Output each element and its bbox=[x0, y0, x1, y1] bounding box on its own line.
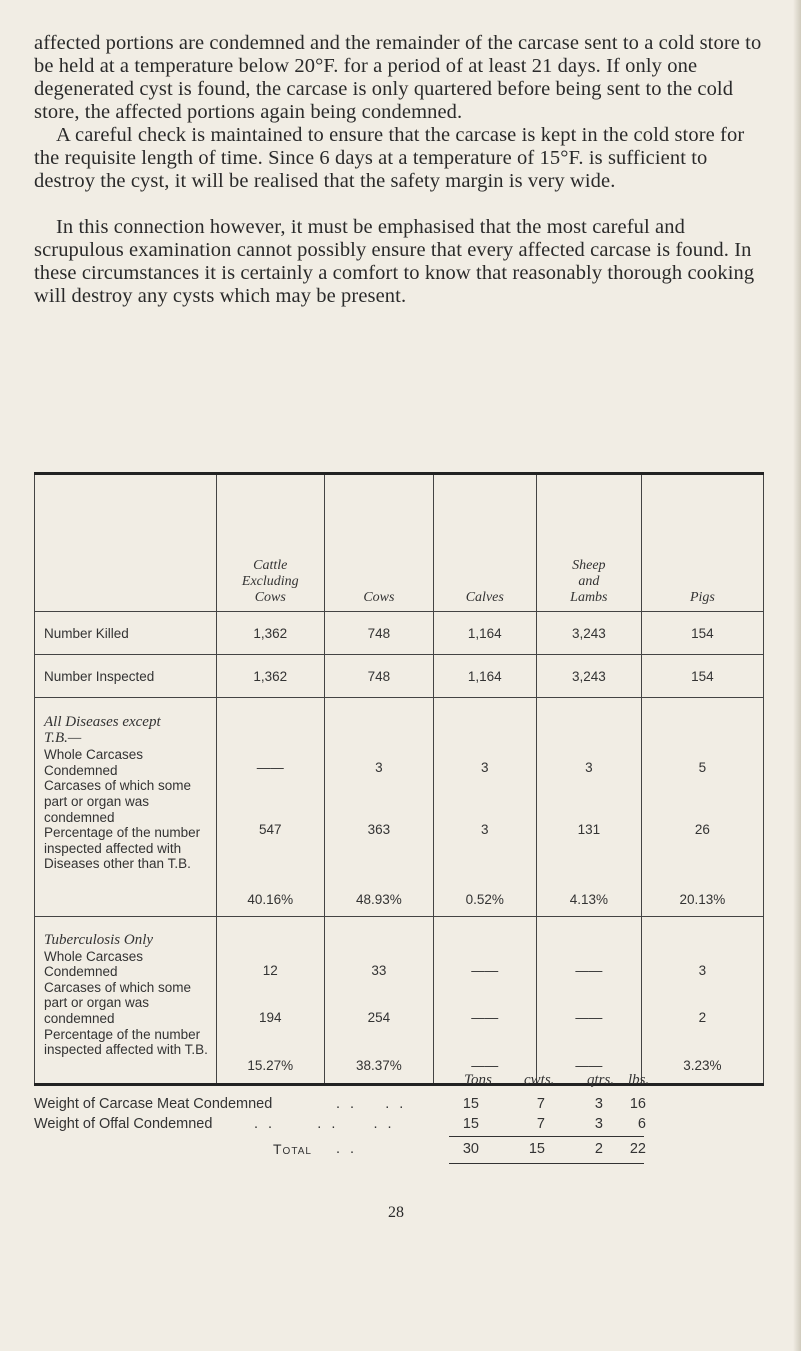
table-cell: 15 bbox=[528, 1141, 545, 1157]
table-cell: —— bbox=[256, 760, 284, 775]
table-cell: 2 bbox=[594, 1141, 603, 1157]
row-label-block bbox=[35, 698, 217, 917]
table-cell: 6 bbox=[637, 1116, 646, 1132]
table-cell: 15 bbox=[462, 1096, 479, 1112]
table-cell: 254 bbox=[367, 1010, 391, 1025]
meat-inspection-table bbox=[34, 472, 764, 1086]
row-label: Carcases of which some part or organ was condemned bbox=[44, 979, 192, 1026]
block-heading: Tuberculosis Only bbox=[44, 932, 154, 948]
table-cell: 748 bbox=[325, 612, 434, 655]
leader-dots: . . . . . . bbox=[254, 1116, 395, 1132]
table-cell: 194 bbox=[259, 1010, 282, 1025]
table-cell: 33 bbox=[371, 963, 387, 978]
col-header: Cows bbox=[325, 474, 434, 612]
table-cell: 3 bbox=[594, 1096, 603, 1112]
table-cell: 20.13% bbox=[679, 892, 726, 907]
value-column bbox=[216, 917, 324, 1085]
value-column bbox=[433, 917, 536, 1085]
value-column bbox=[641, 917, 763, 1085]
table-cell: —— bbox=[471, 1010, 499, 1025]
row-label: Whole Carcases Condemned bbox=[44, 747, 144, 778]
table-cell: 131 bbox=[577, 822, 601, 837]
table-row-tuberculosis bbox=[35, 917, 764, 1085]
value-column bbox=[325, 698, 434, 917]
paragraph-3: In this connection however, it must be emphasised that the most careful and scrupulous examination cannot possibly ensure that every affected carcase is found. In these circumstances it is certainly a comfort to know that reasonably thorough cooking will destroy any cysts which may be present. bbox=[34, 216, 755, 307]
row-label: Carcases of which some part or organ was condemned bbox=[44, 778, 192, 825]
table-cell: 363 bbox=[367, 822, 391, 837]
value-column bbox=[536, 698, 641, 917]
weights-summary bbox=[34, 1072, 774, 1162]
table-cell: —— bbox=[575, 963, 603, 978]
table-cell: 3,243 bbox=[536, 655, 641, 698]
value-column bbox=[536, 917, 641, 1085]
col-header: Calves bbox=[433, 474, 536, 612]
col-header: Pigs bbox=[641, 474, 763, 612]
value-column bbox=[433, 698, 536, 917]
table-cell: —— bbox=[471, 963, 499, 978]
table-cell: 3,243 bbox=[536, 612, 641, 655]
offal-weight-label: Weight of Offal Condemned bbox=[34, 1116, 213, 1132]
table-cell: 1,362 bbox=[216, 655, 324, 698]
table-cell: 4.13% bbox=[569, 892, 608, 907]
value-column bbox=[641, 698, 763, 917]
table-cell: 3 bbox=[698, 963, 707, 978]
total-rule bbox=[449, 1163, 644, 1164]
value-column bbox=[325, 917, 434, 1085]
table-cell: —— bbox=[575, 1058, 603, 1073]
unit-header: lbs. bbox=[628, 1072, 650, 1088]
leader-dots: . . bbox=[336, 1141, 358, 1157]
table-cell: 3 bbox=[594, 1116, 603, 1132]
table-cell: 1,164 bbox=[433, 612, 536, 655]
meat-weight-label: Weight of Carcase Meat Condemned bbox=[34, 1096, 273, 1112]
table-header-row bbox=[35, 474, 764, 612]
paragraph-2: A careful check is maintained to ensure that the carcase is kept in the cold store for the requisite length of time. Since 6 days at a temperature of 15°F. is sufficient to destroy the cyst, it will be realised that the safety margin is very wide. bbox=[34, 124, 745, 192]
table-cell: 7 bbox=[536, 1116, 545, 1132]
sum-rule bbox=[449, 1136, 644, 1137]
table-cell: 48.93% bbox=[355, 892, 402, 907]
value-column bbox=[216, 698, 324, 917]
table-cell: —— bbox=[471, 1058, 499, 1073]
table-cell: 15.27% bbox=[247, 1058, 294, 1073]
table-cell: 16 bbox=[629, 1096, 646, 1112]
table-cell: 748 bbox=[325, 655, 434, 698]
table-cell: 38.37% bbox=[355, 1058, 402, 1073]
table-cell: 3 bbox=[481, 760, 489, 775]
table-cell: 15 bbox=[462, 1116, 479, 1132]
table-cell: —— bbox=[575, 1010, 603, 1025]
row-label: Number Killed bbox=[35, 612, 217, 655]
table-cell: 40.16% bbox=[247, 892, 294, 907]
paragraph-1: affected portions are condemned and the remainder of the carcase sent to a cold store to be held at a temperature below 20°F. for a period of at least 21 days. If only one degenerated cyst is found, the carcase is only quartered before being sent to the cold store, the affected portions again being condemned. bbox=[34, 32, 762, 123]
row-label: Percentage of the number inspected affected with T.B. bbox=[44, 1026, 208, 1058]
unit-header: cwts. bbox=[524, 1072, 555, 1088]
leader-dots: . . . . bbox=[336, 1096, 407, 1112]
table-cell: 22 bbox=[629, 1141, 646, 1157]
table-cell: 7 bbox=[536, 1096, 545, 1112]
scan-shadow bbox=[793, 0, 801, 1351]
table-cell: 154 bbox=[641, 612, 763, 655]
table-cell: 1,164 bbox=[433, 655, 536, 698]
table-cell: 154 bbox=[641, 655, 763, 698]
table-cell: 0.52% bbox=[465, 892, 504, 907]
table-cell: 3.23% bbox=[683, 1058, 722, 1073]
table-cell: 26 bbox=[694, 822, 710, 837]
row-label: Whole Carcases Condemned bbox=[44, 948, 144, 980]
table-cell: 2 bbox=[698, 1010, 707, 1025]
row-label-block bbox=[35, 917, 217, 1085]
col-header: Sheep and Lambs bbox=[536, 474, 641, 612]
table-row-all-diseases bbox=[35, 698, 764, 917]
table-cell: 3 bbox=[375, 760, 383, 775]
table-cell: 5 bbox=[698, 760, 707, 775]
col-header: Cattle Excluding Cows bbox=[216, 474, 324, 612]
row-label: Number Inspected bbox=[35, 655, 217, 698]
block-heading: All Diseases except T.B.— bbox=[44, 714, 161, 746]
unit-header: qtrs. bbox=[587, 1072, 615, 1088]
table-cell: 547 bbox=[259, 822, 282, 837]
table-row bbox=[35, 612, 764, 655]
unit-header: Tons bbox=[464, 1072, 492, 1088]
table-cell: 3 bbox=[481, 822, 489, 837]
total-label: Total bbox=[273, 1141, 312, 1157]
table-cell: 1,362 bbox=[216, 612, 324, 655]
corner-cell bbox=[35, 474, 217, 612]
table-cell: 30 bbox=[462, 1141, 479, 1157]
table-row bbox=[35, 655, 764, 698]
page-number: 28 bbox=[388, 1204, 404, 1221]
table-cell: 12 bbox=[262, 963, 278, 978]
table-cell: 3 bbox=[585, 760, 593, 775]
row-label: Percentage of the number inspected affected with Diseases other than T.B. bbox=[44, 825, 201, 872]
